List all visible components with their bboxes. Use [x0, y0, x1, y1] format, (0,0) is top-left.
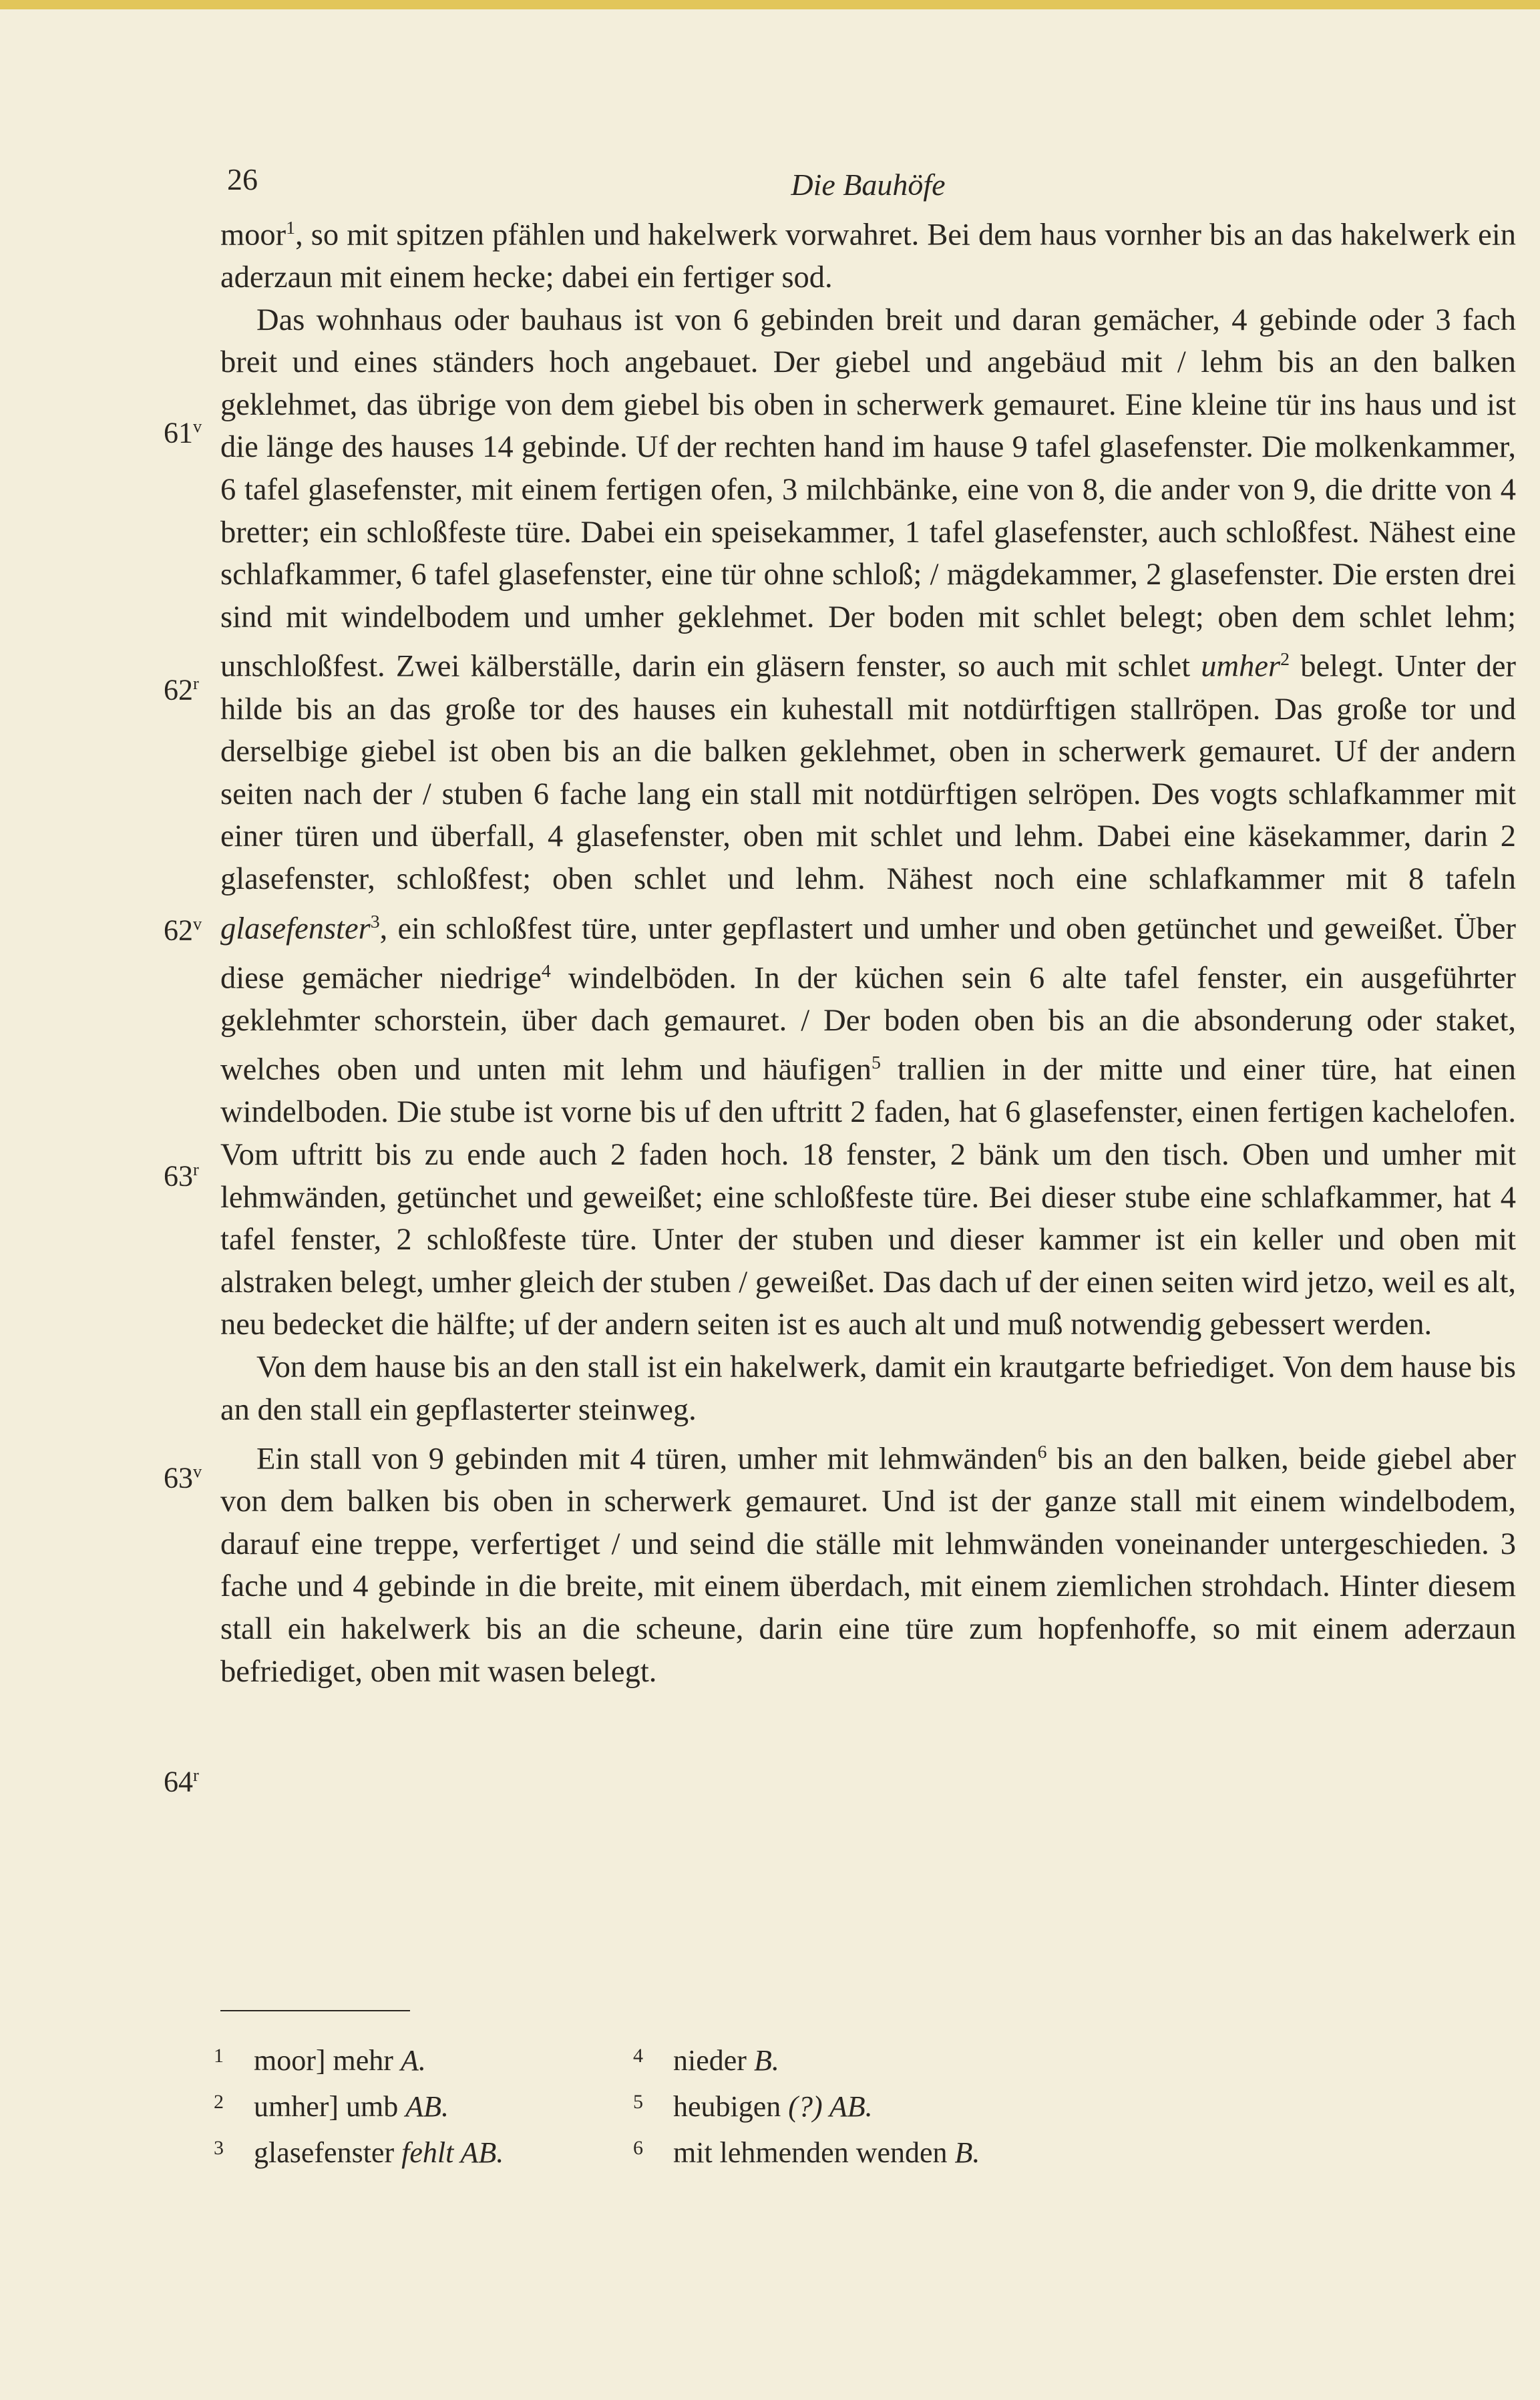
- footnote-mark: 4: [633, 2045, 643, 2067]
- footnotes-right: [633, 2035, 980, 2174]
- page-number: 26: [227, 162, 258, 196]
- footnote-3: [214, 2128, 504, 2174]
- footnote-4: [633, 2035, 980, 2081]
- footnote-2: [214, 2081, 504, 2128]
- footnote-mark: 6: [633, 2137, 643, 2159]
- folio-side: r: [193, 1159, 199, 1179]
- footnote-1: [214, 2035, 504, 2081]
- footnote-italic: (?): [788, 2090, 823, 2123]
- footnote-text: mit lehmenden wenden: [673, 2136, 955, 2169]
- page-header: [220, 154, 1516, 207]
- footnote-6: [633, 2128, 980, 2174]
- footnote-text: umher] umb: [254, 2090, 406, 2123]
- footnote-ref-5: 5: [871, 1052, 881, 1074]
- paragraph-2: [220, 299, 1516, 1346]
- footnote-text: moor] mehr: [254, 2044, 401, 2077]
- footnote-siglum: A.: [400, 2044, 426, 2077]
- text-run: , ein schloßfest türe, unter gepflastert und umher und oben getünchet und geweißet. Über diese gemächer niedrige: [220, 912, 1516, 996]
- text-run: bis an den balken, beide giebel aber von dem balken bis oben in scherwerk gemauret. Und ist der ganze stall mit einem windelbodem, darauf eine treppe, verfertiget / und seind die ställe mit lehmwänden voneinander untergeschieden. 3 fache und 4 gebinde in die breite, mit einem überdach, mit einem ziemlichen strohdach. Hinter diesem stall ein hakelwerk bis an die scheune, darin eine türe zum hopfenhoffe, so mit einem aderzaun befriediget, oben mit wasen belegt.: [220, 1442, 1516, 1689]
- text-run: Das wohnhaus oder bauhaus ist von 6 gebinden breit und daran gemächer, 4 gebinde oder 3 fach breit und eines ständers hoch angebauet. Der giebel und angebäud mit / lehm bis an den balken geklehmet, das übrige von dem giebel bis oben in scherwerk gemauret. Eine kleine tür ins haus und ist die länge des hauses 14 gebinde. Uf der rechten hand im hause 9 tafel glasefenster. Die molkenkammer, 6 tafel glasefenster, mit einem fertigen ofen, 3 milchbänke, eine von 8, die ander von 9, die dritte von 4 bretter; ein schloßfeste türe. Dabei ein speisekammer, 1 tafel glasefenster, auch schloßfest. Nähest eine schlafkammer, 6 tafel glasefenster, eine tür ohne schloß; / mägdekammer, 2 glasefenster. Die ersten drei sind mit windelbodem und umher geklehmet. Der boden mit schlet belegt; oben dem schlet lehm; unschloßfest. Zwei kälberställe, darin ein gläsern fenster, so auch mit schlet: [220, 303, 1516, 684]
- folio-marker-64r: [164, 1766, 199, 1797]
- main-text: [220, 207, 1516, 1693]
- text-run: trallien in der mitte und einer türe, hat einen windelboden. Die stube ist vorne bis uf den uftritt 2 faden, hat 6 glasefenster, einen fertigen kachelofen. Vom uftritt bis zu ende auch 2 faden hoch. 18 fenster, 2 bänk um den tisch. Oben und umher mit lehmwänden, getünchet und geweißet; eine schloßfeste türe. Bei dieser stube eine schlafkammer, hat 4 tafel fenster, 2 schloßfeste türe. Unter der stuben und dieser kammer ist ein keller und oben mit alstraken belegt, umher gleich der stuben / geweißet. Das dach uf der einen seiten wird jetzo, weil es alt, neu bedecket die hälfte; uf der andern seiten ist es auch alt und muß notwendig gebessert werden.: [220, 1052, 1516, 1342]
- folio-marker-63v: [164, 1462, 202, 1493]
- folio-number: 63: [164, 1159, 193, 1193]
- text-run: moor: [220, 218, 286, 252]
- footnote-5: [633, 2081, 980, 2128]
- footnote-text: nieder: [673, 2044, 754, 2077]
- footnote-siglum: B.: [954, 2136, 980, 2169]
- folio-number: 62: [164, 673, 193, 707]
- folio-marker-63r: [164, 1161, 199, 1191]
- footnote-mark: 1: [214, 2045, 224, 2067]
- folio-number: 63: [164, 1461, 193, 1494]
- paragraph-1: [220, 207, 1516, 299]
- footnote-text: heubigen: [673, 2090, 789, 2123]
- folio-side: v: [193, 914, 202, 934]
- text-run: windelböden. In der küchen sein 6 alte tafel fenster, ein ausgeführter geklehmter schorstein, über dach gemauret. / Der boden oben bis an die absonderung oder staket, welches oben und unten mit lehm und häufigen: [220, 961, 1516, 1087]
- footnote-siglum: AB.: [822, 2090, 873, 2123]
- footnote-rule: [220, 2010, 410, 2011]
- folio-side: r: [193, 673, 199, 693]
- footnote-ref-4: 4: [541, 960, 551, 982]
- footnote-mark: 5: [633, 2091, 643, 2113]
- footnote-ref-3: 3: [370, 911, 380, 932]
- folio-marker-61v: [164, 417, 202, 448]
- folio-marker-62v: [164, 915, 202, 946]
- footnote-siglum: AB.: [405, 2090, 449, 2123]
- footnote-ref-1: 1: [286, 218, 296, 238]
- page-body: [220, 154, 1516, 1693]
- text-run: Ein stall von 9 gebinden mit 4 türen, umher mit lehmwänden: [256, 1442, 1038, 1476]
- footnote-mark: 2: [214, 2091, 224, 2113]
- text-run: , so mit spitzen pfählen und hakelwerk vorwahret. Bei dem haus vornher bis an das hakelwerk ein aderzaun mit einem hecke; dabei ein fertiger sod.: [220, 218, 1516, 295]
- folio-side: r: [193, 1765, 199, 1785]
- italic-word: glasefenster: [220, 912, 371, 946]
- text-run: belegt. Unter der hilde bis an das große tor des hauses ein kuhestall mit notdürftigen stallröpen. Das große tor und derselbige giebel ist oben bis an die balken geklehmet, oben in scherwerk gemauret. Uf der andern seiten nach der / stuben 6 fache lang ein stall mit notdürftigen selröpen. Des vogts schlafkammer mit einer türen und überfall, 4 glasefenster, oben mit schlet und lehm. Dabei eine käsekammer, darin 2 glasefenster, schloßfest; oben schlet und lehm. Nähest noch eine schlafkammer mit 8 tafeln: [220, 649, 1516, 896]
- top-edge-band: [0, 0, 1540, 9]
- footnote-siglum: B.: [753, 2044, 779, 2077]
- footnote-siglum: AB.: [453, 2136, 504, 2169]
- italic-word: umher: [1201, 649, 1281, 684]
- folio-side: v: [193, 1461, 202, 1481]
- footnote-text: glasefenster: [254, 2136, 402, 2169]
- running-title: Die Bauhöfe: [791, 168, 946, 202]
- footnotes-left: [214, 2035, 504, 2174]
- folio-number: 62: [164, 914, 193, 947]
- folio-number: 64: [164, 1765, 193, 1798]
- folio-marker-62r: [164, 674, 199, 705]
- footnote-mark: 3: [214, 2137, 224, 2159]
- footnote-ref-2: 2: [1280, 649, 1290, 670]
- folio-side: v: [193, 416, 202, 436]
- text-run: Von dem hause bis an den stall ist ein hakelwerk, damit ein krautgarte befriediget. Von dem hause bis an den stall ein gepflasterter steinweg.: [220, 1350, 1516, 1427]
- footnote-italic: fehlt: [401, 2136, 454, 2169]
- folio-number: 61: [164, 416, 193, 449]
- footnote-ref-6: 6: [1037, 1442, 1047, 1463]
- paragraph-4: [220, 1431, 1516, 1693]
- paragraph-3: [220, 1346, 1516, 1431]
